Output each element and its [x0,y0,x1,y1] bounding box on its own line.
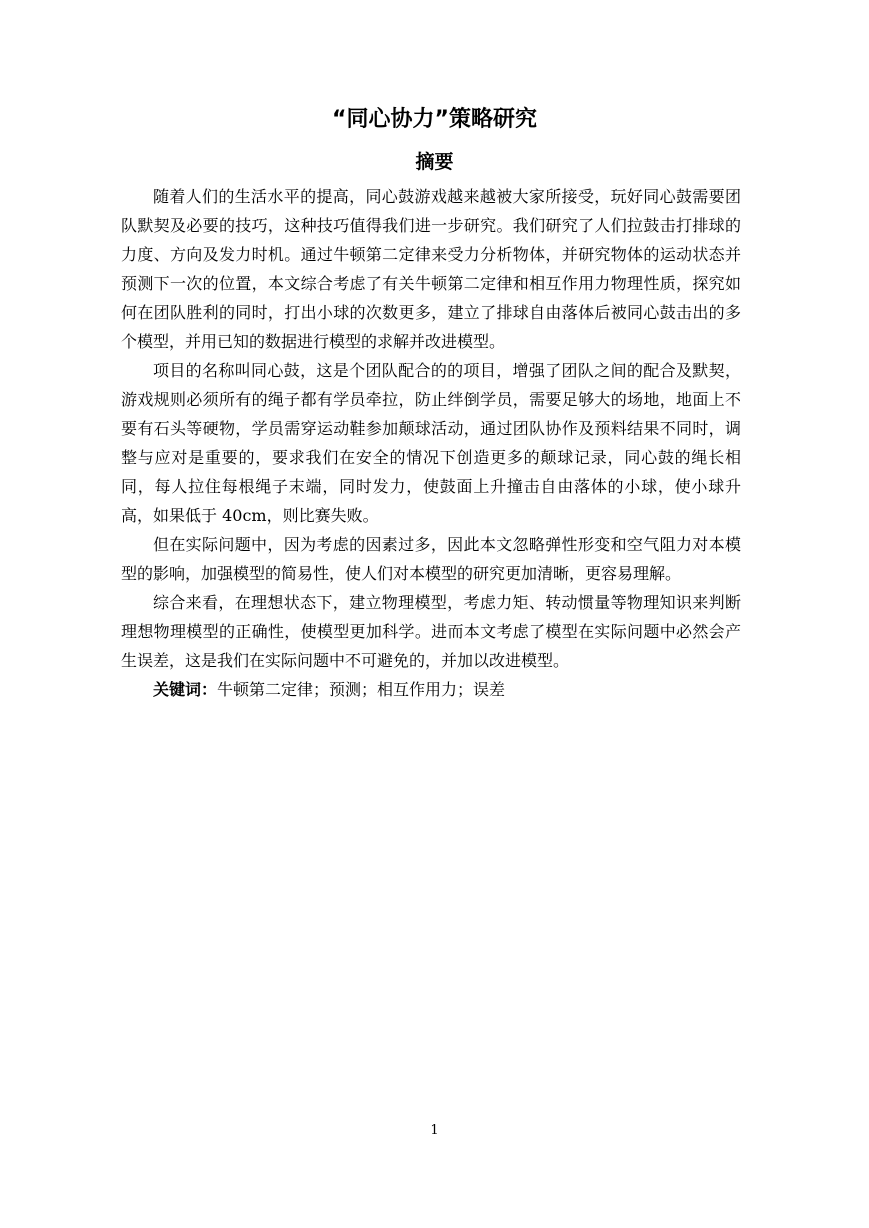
abstract-paragraph: 综合来看，在理想状态下，建立物理模型，考虑力矩、转动惯量等物理知识来判断理想物理模型的正确性，使模型更加科学。进而本文考虑了模型在实际问题中必然会产生误差，这是我们在实际问题中不可避免的，并加以改进模型。 [121,593,741,670]
abstract-paragraph: 项目的名称叫同心鼓，这是个团队配合的的项目，增强了团队之间的配合及默契，游戏规则必须所有的绳子都有学员牵拉，防止绊倒学员，需要足够大的场地，地面上不要有石头等硬物，学员需穿运动鞋参加颠球活动，通过团队协作及预料结果不同时，调整与应对是重要的，要求我们在安全的情况下创造更多的颠球记录，同心鼓的绳长相同，每人拉住每根绳子末端，同时发力，使鼓面上升撞击自由落体的小球，使小球升高，如果低于 40cm，则比赛失败。 [121,361,741,525]
abstract-body [121,182,741,704]
keywords-label: 关键词： [153,680,218,699]
keywords-line [121,675,741,704]
abstract-paragraph: 随着人们的生活水平的提高，同心鼓游戏越来越被大家所接受，玩好同心鼓需要团队默契及必要的技巧，这种技巧值得我们进一步研究。我们研究了人们拉鼓击打排球的力度、方向及发力时机。通过牛顿第二定律来受力分析物体，并研究物体的运动状态并预测下一次的位置，本文综合考虑了有关牛顿第二定律和相互作用力物理性质，探究如何在团队胜利的同时，打出小球的次数更多，建立了排球自由落体后被同心鼓击出的多个模型，并用已知的数据进行模型的求解并改进模型。 [121,187,741,351]
abstract-paragraph: 但在实际问题中，因为考虑的因素过多，因此本文忽略弹性形变和空气阻力对本模型的影响，加强模型的简易性，使人们对本模型的研究更加清晰，更容易理解。 [121,535,741,583]
page-title: “同心协力”策略研究 [332,107,537,132]
page-number: 1 [430,1123,439,1138]
keywords-text: 牛顿第二定律；预测；相互作用力；误差 [217,680,506,699]
abstract-heading: 摘要 [415,151,454,173]
